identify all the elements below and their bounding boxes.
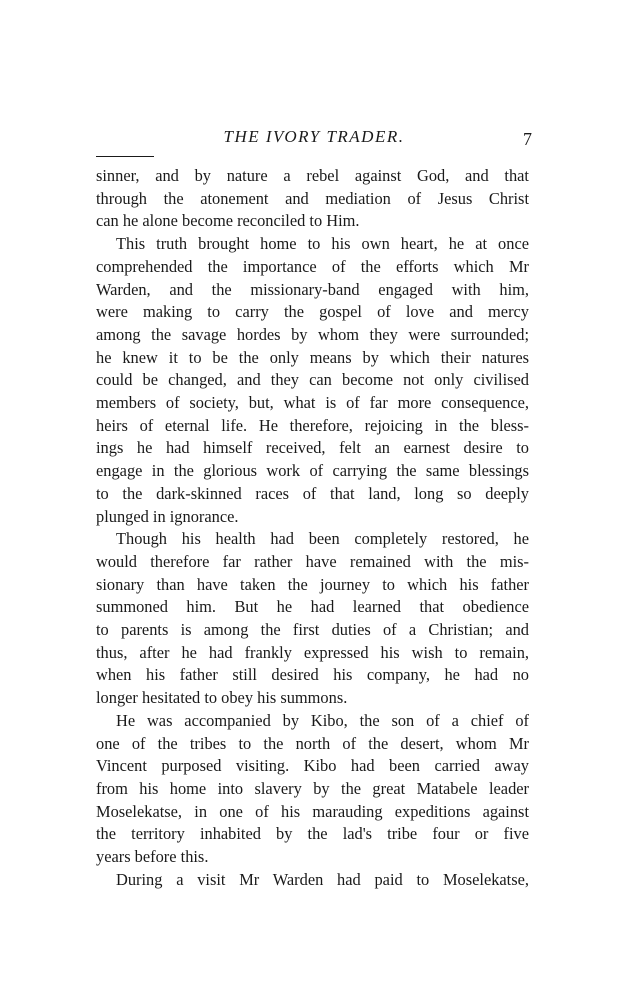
text-line: to the dark-skinned races of that land, long so deeply — [96, 483, 529, 503]
text-line: he knew it to be the only means by which their natures — [96, 347, 529, 367]
text-line: heirs of eternal life. He therefore, rejoicing in the bless- — [96, 415, 529, 435]
text-line: plunged in ignorance. — [96, 506, 239, 526]
page-header — [96, 124, 532, 150]
body-text — [96, 165, 529, 892]
text-line: Vincent purposed visiting. Kibo had been carried away — [96, 756, 529, 776]
paragraph — [96, 528, 529, 710]
paragraph — [96, 869, 529, 892]
text-line: Warden, and the missionary-band engaged with him, — [96, 279, 529, 299]
text-line: the territory inhabited by the lad's tribe four or five — [96, 824, 529, 844]
paragraph — [96, 165, 529, 233]
text-line: longer hesitated to obey his summons. — [96, 688, 348, 708]
text-line: among the savage hordes by whom they were surrounded; — [96, 324, 529, 344]
text-line: were making to carry the gospel of love and mercy — [96, 302, 529, 322]
text-line: thus, after he had frankly expressed his wish to remain, — [96, 642, 529, 662]
text-line: engage in the glorious work of carrying the same blessings — [96, 461, 529, 481]
text-line: This truth brought home to his own heart, he at once — [116, 234, 529, 254]
text-line: sionary than have taken the journey to which his father — [96, 574, 529, 594]
text-line: Moselekatse, in one of his marauding expeditions against — [96, 801, 529, 821]
running-title: THE IVORY TRADER. — [223, 127, 405, 146]
text-line: one of the tribes to the north of the desert, whom Mr — [96, 733, 529, 753]
text-line: During a visit Mr Warden had paid to Moselekatse, — [116, 869, 529, 889]
paragraph — [96, 233, 529, 528]
paragraph — [96, 710, 529, 869]
text-line: He was accompanied by Kibo, the son of a chief of — [116, 710, 529, 730]
text-line: to parents is among the first duties of a Christian; and — [96, 620, 529, 640]
text-line: can he alone become reconciled to Him. — [96, 211, 360, 231]
text-line: ings he had himself received, felt an earnest desire to — [96, 438, 529, 458]
text-line: sinner, and by nature a rebel against God, and that — [96, 166, 529, 185]
text-line: comprehended the importance of the efforts which Mr — [96, 256, 529, 276]
text-line: when his father still desired his company, he had no — [96, 665, 529, 685]
text-line: through the atonement and mediation of Jesus Christ — [96, 188, 529, 208]
text-line: years before this. — [96, 847, 209, 867]
text-line: would therefore far rather have remained with the mis- — [96, 551, 529, 571]
text-line: could be changed, and they can become not only civilised — [96, 370, 529, 390]
text-line: summoned him. But he had learned that obedience — [96, 597, 529, 617]
page-number: 7 — [523, 129, 532, 149]
text-line: from his home into slavery by the great Matabele leader — [96, 778, 529, 798]
header-rule — [96, 156, 154, 157]
text-line: members of society, but, what is of far more consequence, — [96, 393, 529, 413]
text-line: Though his health had been completely restored, he — [116, 529, 529, 549]
